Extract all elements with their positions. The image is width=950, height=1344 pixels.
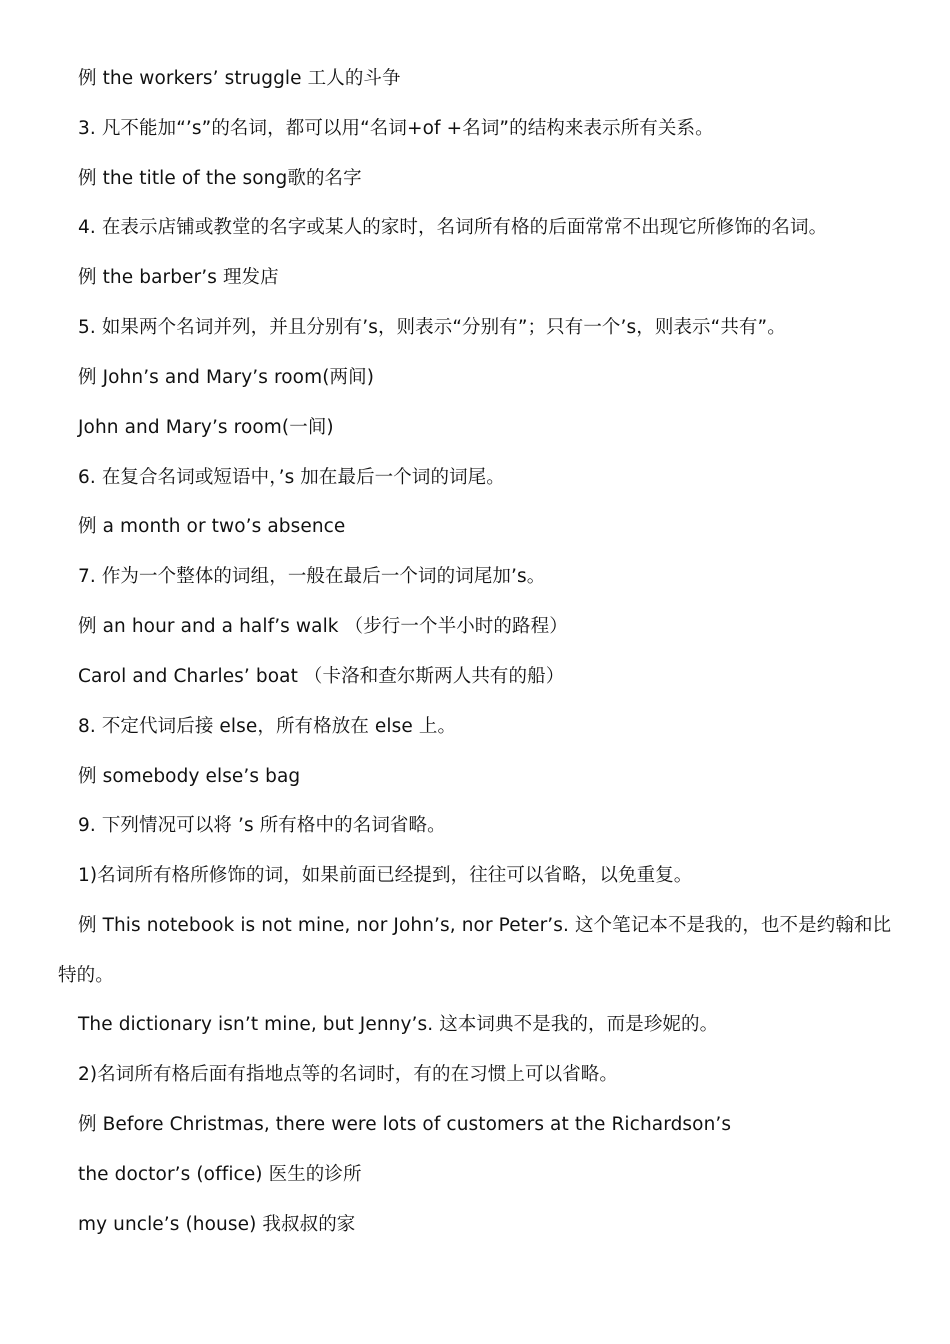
text-line: The dictionary isn’t mine, but Jenny’s. 这本词典不是我的，而是珍妮的。	[78, 1014, 719, 1035]
text-line: 7. 作为一个整体的词组，一般在最后一个词的词尾加’s。	[78, 566, 546, 587]
text-line: 3. 凡不能加“’s”的名词，都可以用“名词+of +名词”的结构来表示所有关系。	[78, 118, 714, 139]
text-line: 1)名词所有格所修饰的词，如果前面已经提到，往往可以省略，以免重复。	[78, 865, 693, 886]
text-line: 例 the workers’ struggle 工人的斗争	[78, 68, 401, 89]
text-line: my uncle’s (house) 我叔叔的家	[78, 1214, 356, 1235]
text-line: 9. 下列情况可以将 ’s 所有格中的名词省略。	[78, 815, 446, 836]
text-line: 例 This notebook is not mine, nor John’s, nor Peter’s. 这个笔记本不是我的，也不是约翰和比	[78, 915, 892, 936]
text-line: John and Mary’s room(一间)	[78, 417, 334, 438]
text-line: 6. 在复合名词或短语中，’s 加在最后一个词的词尾。	[78, 467, 505, 488]
text-line: 特的。	[58, 965, 114, 986]
text-line: 4. 在表示店铺或教堂的名字或某人的家时，名词所有格的后面常常不出现它所修饰的名词。	[78, 217, 828, 238]
text-line: 例 John’s and Mary’s room(两间)	[78, 367, 375, 388]
text-line: 2)名词所有格后面有指地点等的名词时，有的在习惯上可以省略。	[78, 1064, 618, 1085]
text-line: 例 the barber’s 理发店	[78, 267, 279, 288]
text-line: Carol and Charles’ boat （卡洛和查尔斯两人共有的船）	[78, 666, 565, 687]
text-line: 5. 如果两个名词并列，并且分别有’s，则表示“分别有”；只有一个’s，则表示“共有”。	[78, 317, 786, 338]
text-line: 例 the title of the song歌的名字	[78, 168, 362, 189]
text-line: the doctor’s (office) 医生的诊所	[78, 1164, 362, 1185]
text-line: 例 Before Christmas, there were lots of customers at the Richardson’s	[78, 1114, 732, 1135]
text-line: 例 a month or two’s absence	[78, 516, 346, 537]
text-line: 例 an hour and a half’s walk （步行一个半小时的路程）	[78, 616, 568, 637]
text-line: 8. 不定代词后接 else，所有格放在 else 上。	[78, 716, 457, 737]
text-line: 例 somebody else’s bag	[78, 766, 301, 787]
